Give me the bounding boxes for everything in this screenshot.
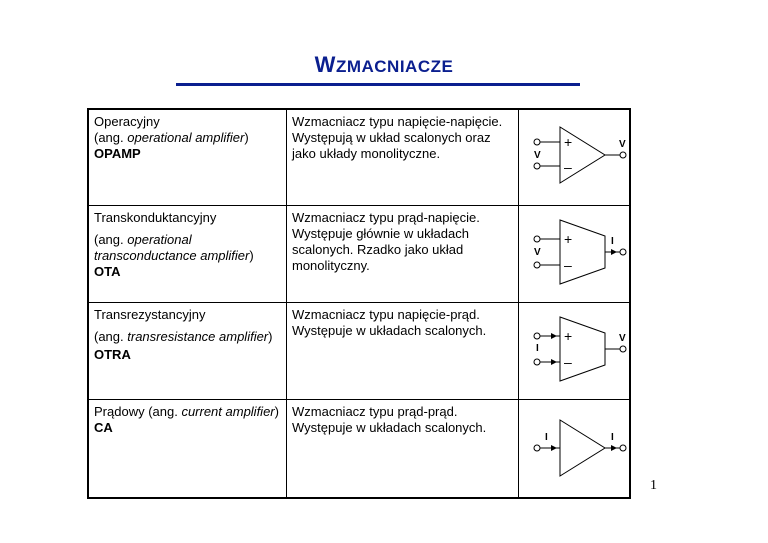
svg-text:I: I <box>536 343 539 354</box>
table-row <box>88 303 630 400</box>
page-title <box>0 52 768 78</box>
table-row <box>88 206 630 303</box>
table-row <box>88 400 630 499</box>
svg-text:V: V <box>619 333 626 344</box>
description-cell: Wzmacniacz typu prąd-napięcie. Występuje głównie w układach scalonych. Rzadko jako układ monolityczny. <box>287 206 519 303</box>
description-cell: Wzmacniacz typu napięcie-prąd. Występuje w układach scalonych. <box>287 303 519 400</box>
svg-text:+: + <box>564 134 573 150</box>
abbreviation: OTA <box>94 264 121 279</box>
english-name: (ang. transresistance amplifier) <box>94 329 273 344</box>
symbol-cell <box>519 206 631 303</box>
title-underline <box>176 83 580 86</box>
page-number: 1 <box>650 478 657 493</box>
otra-symbol <box>519 303 629 399</box>
opamp-symbol <box>519 110 629 205</box>
title-rest: ZMACNIACZE <box>335 57 454 76</box>
svg-text:–: – <box>564 354 572 370</box>
description-cell: Wzmacniacz typu prąd-prąd. Występuje w układach scalonych. <box>287 400 519 499</box>
amplifier-table <box>87 108 631 499</box>
svg-text:+: + <box>564 231 573 247</box>
type-name: Operacyjny <box>94 114 160 129</box>
svg-text:V: V <box>619 139 626 150</box>
type-cell <box>88 303 287 400</box>
svg-text:–: – <box>564 159 572 175</box>
svg-text:+: + <box>564 328 573 344</box>
type-name: Transrezystancyjny <box>94 307 206 322</box>
type-cell <box>88 109 287 206</box>
table-row <box>88 109 630 206</box>
ota-symbol <box>519 206 629 302</box>
symbol-cell <box>519 109 631 206</box>
symbol-cell <box>519 400 631 499</box>
svg-text:I: I <box>545 432 548 443</box>
svg-text:I: I <box>611 236 614 247</box>
type-cell <box>88 206 287 303</box>
svg-text:V: V <box>534 247 541 258</box>
abbreviation: CA <box>94 420 113 435</box>
description-cell: Wzmacniacz typu napięcie-napięcie. Występują w układ scalonych oraz jako układy monolityczne. <box>287 109 519 206</box>
english-name: (ang. operational transconductance amplifier) <box>94 232 254 263</box>
svg-text:V: V <box>534 150 541 161</box>
svg-text:–: – <box>564 257 572 273</box>
abbreviation: OTRA <box>94 347 131 362</box>
svg-text:I: I <box>611 432 614 443</box>
english-name: (ang. operational amplifier) <box>94 130 249 145</box>
title-first-letter: W <box>314 52 336 77</box>
abbreviation: OPAMP <box>94 146 141 161</box>
ca-symbol <box>519 400 629 497</box>
type-name: Transkonduktancyjny <box>94 210 217 225</box>
type-cell <box>88 400 287 499</box>
english-name: Prądowy (ang. current amplifier) <box>94 404 279 419</box>
symbol-cell <box>519 303 631 400</box>
